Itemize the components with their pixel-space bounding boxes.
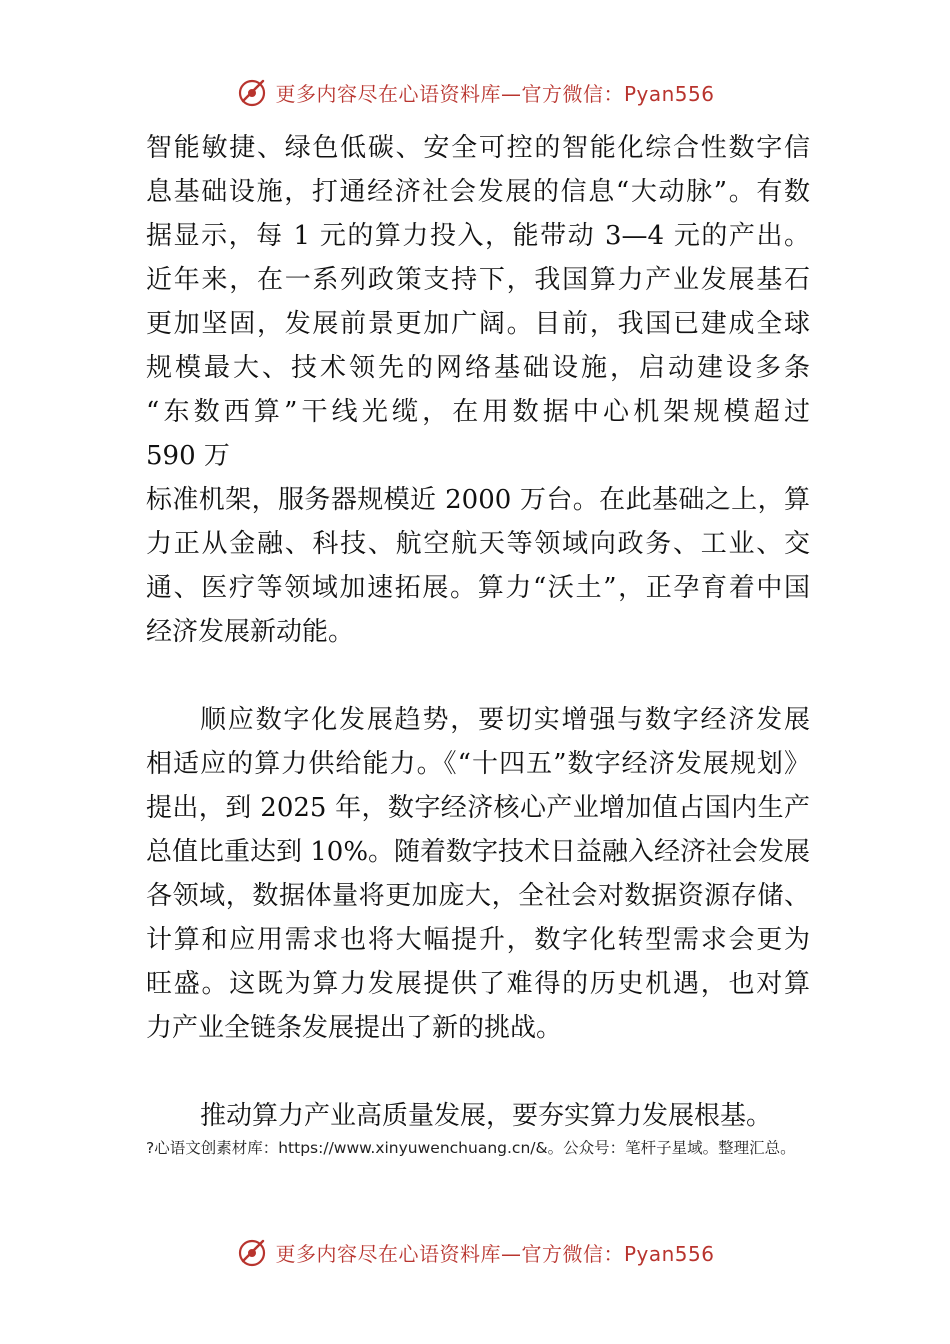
paragraph-2 (146, 698, 810, 1050)
source-footnote: ?心语文创素材库：https://www.xinyuwenchuang.cn/&。公众号：笔杆子星域。整理汇总。 (146, 1139, 796, 1157)
text-line: 息基础设施，打通经济社会发展的信息“大动脉”。有数 (146, 177, 810, 207)
text-line: 力产业全链条发展提出了新的挑战。 (146, 1013, 563, 1043)
quill-seal-logo-icon (235, 1235, 269, 1269)
text-line: 计算和应用需求也将大幅提升，数字化转型需求会更为 (146, 925, 810, 955)
text-line: 力正从金融、科技、航空航天等领域向政务、工业、交 (146, 529, 810, 559)
paragraph-gap (146, 654, 810, 698)
header-banner-text: 更多内容尽在心语资料库—官方微信：Pyan556 (275, 81, 715, 106)
text-line: 相适应的算力供给能力。《“十四五”数字经济发展规划》 (146, 749, 810, 779)
text-line: 近年来，在一系列政策支持下，我国算力产业发展基石 (146, 265, 810, 295)
text-line: 标准机架，服务器规模近 2000 万台。在此基础之上，算 (146, 485, 810, 515)
text-line: 旺盛。这既为算力发展提供了难得的历史机遇，也对算 (146, 969, 810, 999)
header-banner (0, 72, 950, 112)
text-line: 经济发展新动能。 (146, 617, 355, 647)
footer-banner (0, 1232, 950, 1272)
text-line: 智能敏捷、绿色低碳、安全可控的智能化综合性数字信 (146, 133, 810, 163)
paragraph-1 (146, 126, 810, 654)
text-line: 顺应数字化发展趋势，要切实增强与数字经济发展 (200, 705, 810, 735)
text-line: 总值比重达到 10%。随着数字技术日益融入经济社会发展 (146, 837, 810, 867)
text-line: 推动算力产业高质量发展，要夯实算力发展根基。 (200, 1101, 773, 1131)
paragraph-gap (146, 1050, 810, 1094)
footer-banner-text: 更多内容尽在心语资料库—官方微信：Pyan556 (275, 1241, 715, 1266)
text-line: 规模最大、技术领先的网络基础设施，启动建设多条 (146, 353, 810, 383)
text-line: 据显示，每 1 元的算力投入，能带动 3—4 元的产出。 (146, 221, 810, 251)
paragraph-3 (146, 1094, 810, 1138)
text-line: “东数西算”干线光缆，在用数据中心机架规模超过 (146, 397, 810, 427)
quill-seal-logo-icon (235, 75, 269, 109)
text-line: 通、医疗等领域加速拓展。算力“沃土”，正孕育着中国 (146, 573, 810, 603)
text-line: 590 万 (146, 441, 230, 471)
text-line: 提出，到 2025 年，数字经济核心产业增加值占国内生产 (146, 793, 810, 823)
document-body (146, 126, 810, 1138)
text-line: 各领域，数据体量将更加庞大，全社会对数据资源存储、 (146, 881, 810, 911)
text-line: 更加坚固，发展前景更加广阔。目前，我国已建成全球 (146, 309, 810, 339)
